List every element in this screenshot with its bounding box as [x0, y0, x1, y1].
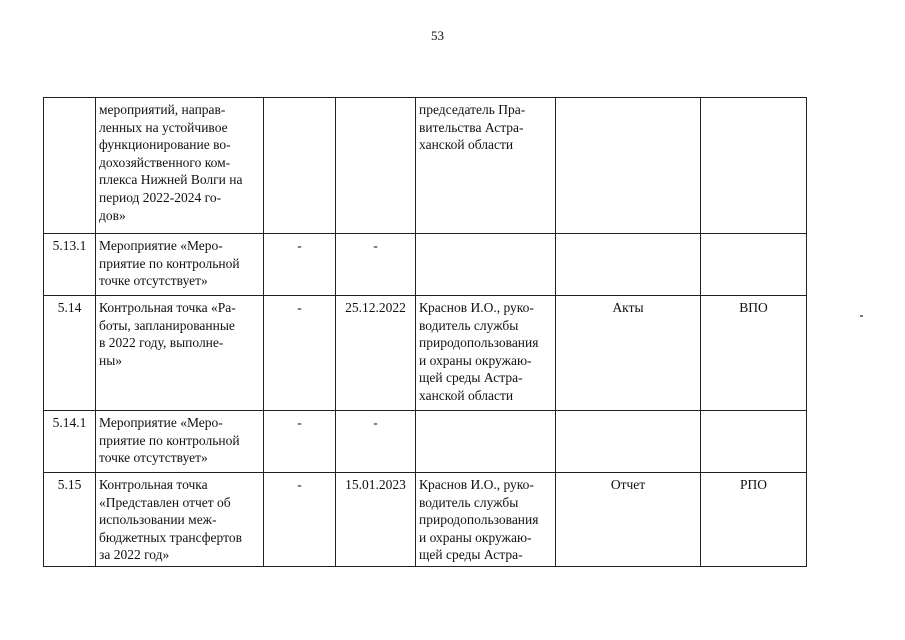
responsible-cell	[416, 411, 556, 473]
responsible-cell-line: Краснов И.О., руко-	[419, 477, 534, 492]
event-name-cell-line: дохозяйственного ком-	[99, 154, 231, 170]
table-row	[44, 473, 807, 567]
responsible-cell	[416, 234, 556, 296]
event-name-cell-line: период 2022-2024 го-	[99, 189, 222, 205]
event-name-cell	[96, 234, 264, 296]
document-type-cell: Акты	[556, 296, 701, 411]
start-date-cell: -	[264, 234, 336, 296]
end-date-cell: -	[336, 234, 416, 296]
responsible-cell-line: и охраны окружаю-	[419, 352, 532, 368]
control-level-cell	[701, 411, 807, 473]
control-level-cell	[701, 234, 807, 296]
responsible-cell-line: природопользования	[419, 335, 539, 351]
row-number-cell: 5.13.1	[44, 234, 96, 296]
event-name-cell-line: ны»	[99, 352, 123, 368]
event-name-cell-line: приятие по контрольной	[99, 432, 240, 448]
responsible-cell-line: и охраны окружаю-	[419, 529, 532, 545]
responsible-cell	[416, 296, 556, 411]
responsible-cell-line: щей среды Астра-	[419, 370, 523, 386]
event-name-cell-line: мероприятий, направ-	[99, 102, 226, 117]
event-name-cell	[96, 296, 264, 411]
table-row	[44, 98, 807, 234]
start-date-cell	[264, 98, 336, 234]
plan-table	[43, 97, 807, 567]
responsible-cell-line: щей среды Астра-	[419, 547, 523, 563]
document-type-cell	[556, 234, 701, 296]
responsible-cell-line: водитель службы	[419, 494, 519, 510]
event-name-cell-line: боты, запланированные	[99, 317, 235, 333]
responsible-cell-line: ханской области	[419, 137, 514, 153]
responsible-cell-line: ханской области	[419, 387, 514, 403]
event-name-cell-line: приятие по контрольной	[99, 255, 240, 271]
row-number-cell: 5.14.1	[44, 411, 96, 473]
event-name-cell	[96, 473, 264, 567]
control-level-cell	[701, 98, 807, 234]
start-date-cell: -	[264, 411, 336, 473]
start-date-cell: -	[264, 296, 336, 411]
event-name-cell-line: использовании меж-	[99, 512, 217, 528]
event-name-cell	[96, 98, 264, 234]
responsible-cell-line: природопользования	[419, 512, 539, 528]
stray-mark	[860, 315, 863, 317]
event-name-cell-line: Контрольная точка «Ра-	[99, 300, 236, 315]
control-level-cell: ВПО	[701, 296, 807, 411]
document-type-cell	[556, 98, 701, 234]
event-name-cell-line: Контрольная точка	[99, 477, 208, 492]
event-name-cell-line: функционирование во-	[99, 137, 231, 153]
event-name-cell-line: точке отсутствует»	[99, 273, 208, 289]
table-row	[44, 296, 807, 411]
event-name-cell-line: бюджетных трансфертов	[99, 529, 242, 545]
row-number-cell: 5.14	[44, 296, 96, 411]
document-type-cell	[556, 411, 701, 473]
table-row	[44, 411, 807, 473]
responsible-cell	[416, 473, 556, 567]
document-type-cell: Отчет	[556, 473, 701, 567]
event-name-cell-line: ленных на устойчивое	[99, 119, 228, 135]
start-date-cell: -	[264, 473, 336, 567]
table-row	[44, 234, 807, 296]
responsible-cell-line: вительства Астра-	[419, 119, 524, 135]
event-name-cell-line: «Представлен отчет об	[99, 494, 231, 510]
event-name-cell-line: Мероприятие «Меро-	[99, 415, 223, 430]
event-name-cell-line: дов»	[99, 207, 126, 223]
end-date-cell: -	[336, 411, 416, 473]
event-name-cell	[96, 411, 264, 473]
responsible-cell-line: Краснов И.О., руко-	[419, 300, 534, 315]
page-number: 53	[431, 28, 444, 43]
end-date-cell	[336, 98, 416, 234]
event-name-cell-line: в 2022 году, выполне-	[99, 335, 224, 351]
event-name-cell-line: точке отсутствует»	[99, 450, 208, 466]
event-name-cell-line: плекса Нижней Волги на	[99, 172, 243, 188]
responsible-cell-line: председатель Пра-	[419, 102, 526, 117]
responsible-cell	[416, 98, 556, 234]
event-name-cell-line: за 2022 год»	[99, 547, 170, 563]
responsible-cell-line: водитель службы	[419, 317, 519, 333]
row-number-cell	[44, 98, 96, 234]
end-date-cell: 15.01.2023	[336, 473, 416, 567]
control-level-cell: РПО	[701, 473, 807, 567]
row-number-cell: 5.15	[44, 473, 96, 567]
event-name-cell-line: Мероприятие «Меро-	[99, 238, 223, 253]
end-date-cell: 25.12.2022	[336, 296, 416, 411]
